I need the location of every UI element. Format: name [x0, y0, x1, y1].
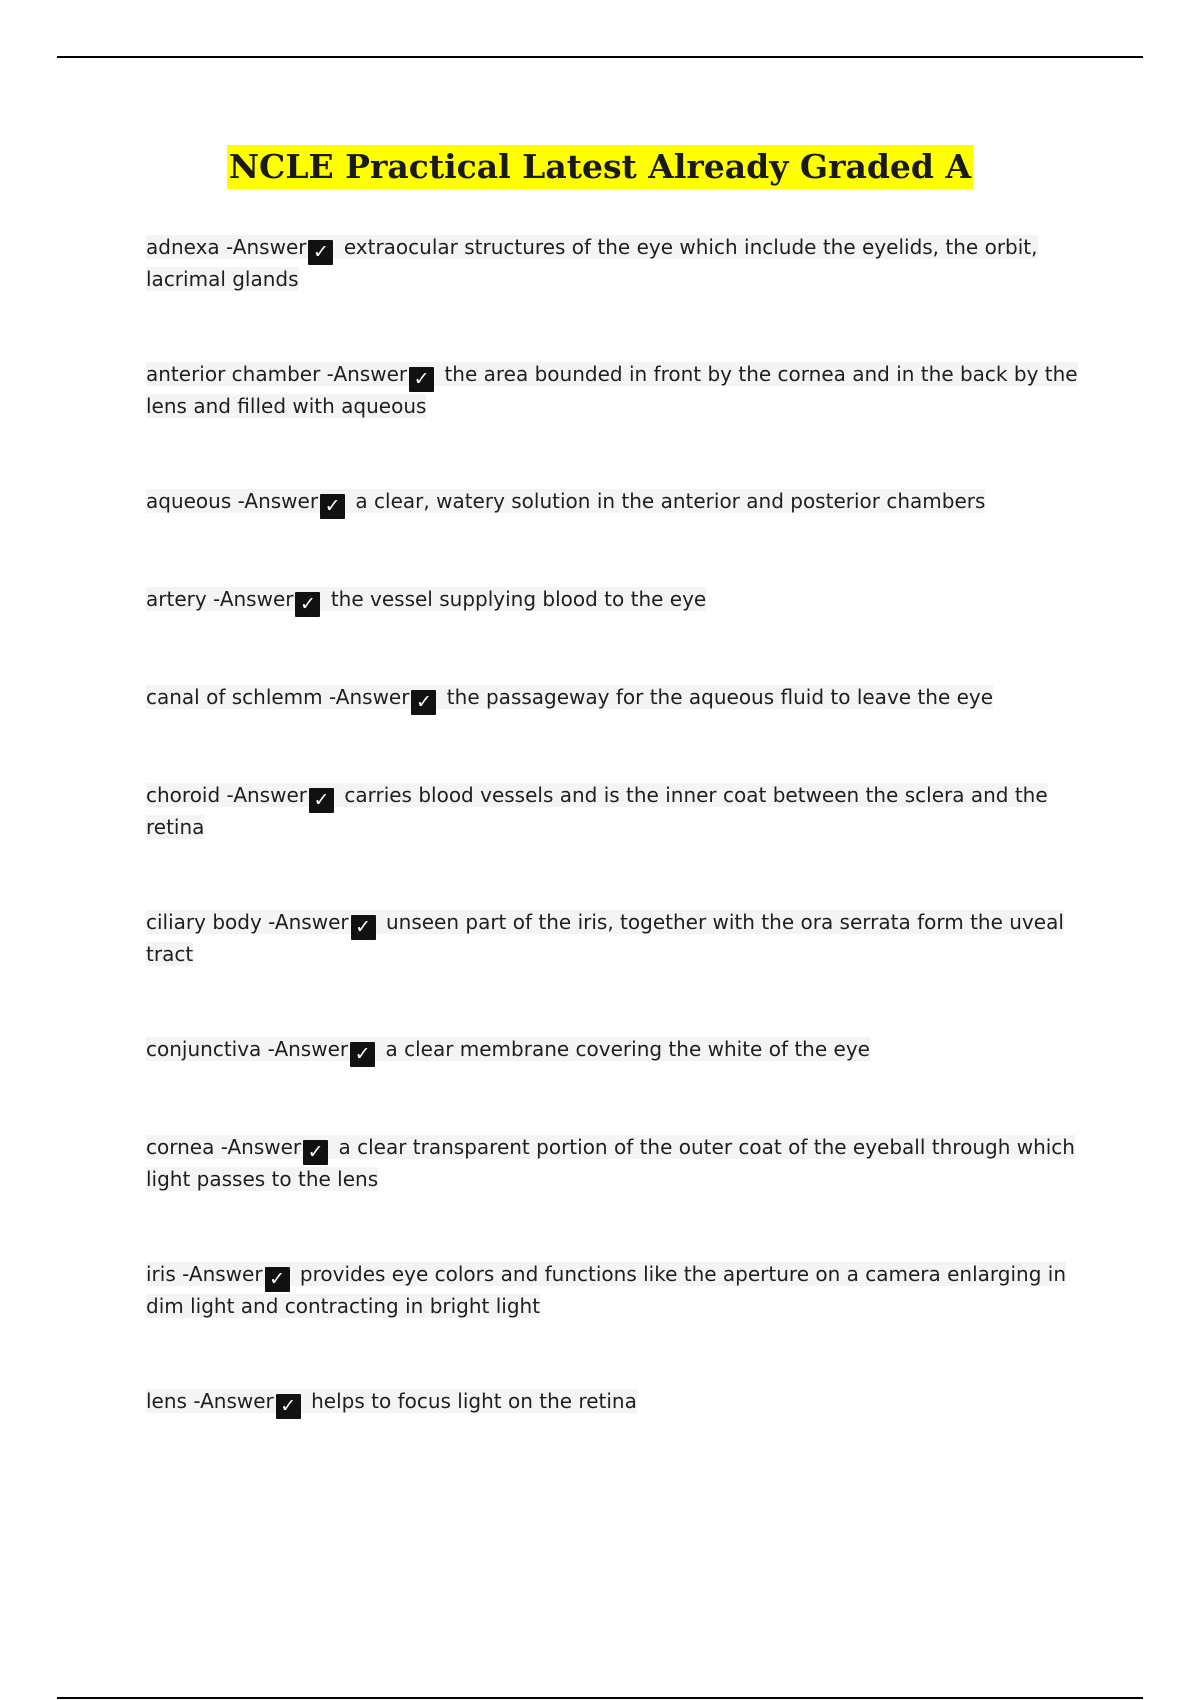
- list-item: [146, 908, 1086, 969]
- list-item: [146, 1133, 1086, 1194]
- top-divider: [57, 56, 1143, 58]
- definition: extraocular structures of the eye which include the eyelids, the orbit, lacrimal glands: [146, 235, 1038, 291]
- term: choroid -Answer: [146, 783, 307, 807]
- term: canal of schlemm -Answer: [146, 685, 410, 709]
- list-item: [146, 1387, 1086, 1419]
- definition: helps to focus light on the retina: [304, 1389, 637, 1413]
- bottom-divider: [57, 1697, 1143, 1699]
- check-mark-icon: ✓: [295, 592, 320, 617]
- list-item: [146, 781, 1086, 842]
- definition: the passageway for the aqueous fluid to leave the eye: [440, 685, 994, 709]
- list-item: [146, 1035, 1086, 1067]
- check-mark-icon: ✓: [276, 1394, 301, 1419]
- list-item: [146, 1260, 1086, 1321]
- term: ciliary body -Answer: [146, 910, 349, 934]
- definition: unseen part of the iris, together with the ora serrata form the uveal tract: [146, 910, 1064, 966]
- check-mark-icon: ✓: [350, 1042, 375, 1067]
- term: adnexa -Answer: [146, 235, 307, 259]
- definition: carries blood vessels and is the inner coat between the sclera and the retina: [146, 783, 1048, 839]
- check-mark-icon: ✓: [351, 915, 376, 940]
- list-item: [146, 233, 1086, 294]
- document-title: NCLE Practical Latest Already Graded A: [227, 145, 973, 189]
- list-item: [146, 585, 1086, 617]
- definition: a clear, watery solution in the anterior and posterior chambers: [349, 489, 986, 513]
- list-item: [146, 360, 1086, 421]
- definition: provides eye colors and functions like the aperture on a camera enlarging in dim light and contracting in bright light: [146, 1262, 1066, 1318]
- check-mark-icon: ✓: [411, 690, 436, 715]
- check-mark-icon: ✓: [308, 240, 333, 265]
- list-item: [146, 487, 1086, 519]
- term: anterior chamber -Answer: [146, 362, 408, 386]
- term: conjunctiva -Answer: [146, 1037, 349, 1061]
- term: cornea -Answer: [146, 1135, 302, 1159]
- definition: the area bounded in front by the cornea and in the back by the lens and filled with aqueous: [146, 362, 1078, 418]
- definition: a clear membrane covering the white of the eye: [379, 1037, 870, 1061]
- flashcard-list: [146, 233, 1086, 1485]
- term: aqueous -Answer: [146, 489, 319, 513]
- check-mark-icon: ✓: [309, 788, 334, 813]
- title-container: [0, 145, 1200, 189]
- definition: the vessel supplying blood to the eye: [324, 587, 707, 611]
- check-mark-icon: ✓: [265, 1267, 290, 1292]
- list-item: [146, 683, 1086, 715]
- term: lens -Answer: [146, 1389, 274, 1413]
- definition: a clear transparent portion of the outer coat of the eyeball through which light passes to the lens: [146, 1135, 1075, 1191]
- check-mark-icon: ✓: [303, 1140, 328, 1165]
- term: iris -Answer: [146, 1262, 263, 1286]
- check-mark-icon: ✓: [409, 367, 434, 392]
- check-mark-icon: ✓: [320, 494, 345, 519]
- term: artery -Answer: [146, 587, 294, 611]
